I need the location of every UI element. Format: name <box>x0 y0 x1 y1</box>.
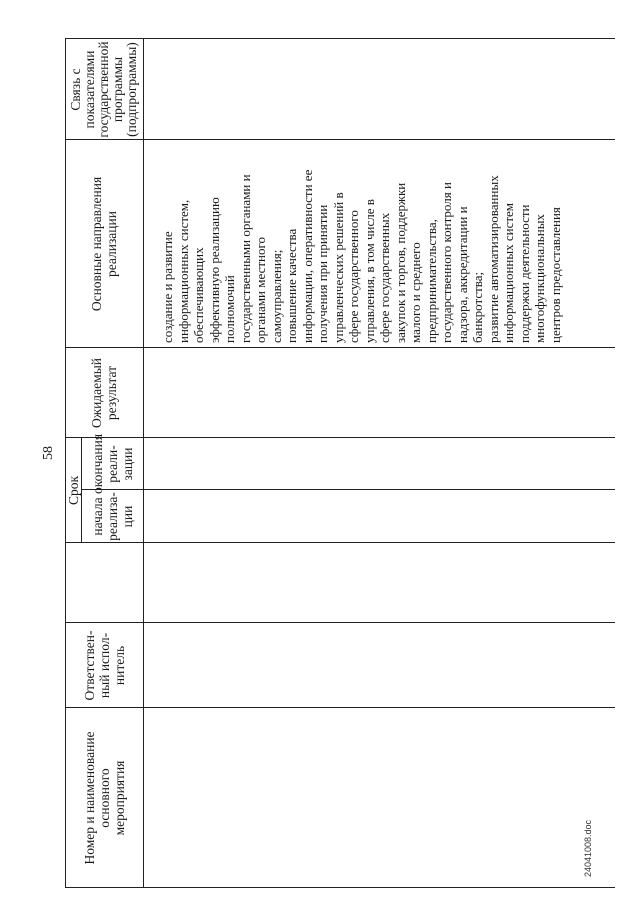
directions-line: повышение качества <box>284 228 299 343</box>
directions-line: управленческих решений в <box>330 192 346 343</box>
directions-line: управления, в том числе в <box>361 199 377 343</box>
directions-line: обеспечивающих <box>191 247 206 343</box>
col-border-1 <box>65 707 615 708</box>
directions-line: информационных систем, <box>175 199 191 343</box>
document-file-code: 24041008.doc <box>583 819 593 877</box>
directions-line: развитие автоматизированных <box>485 175 501 343</box>
directions-line: полномочий <box>222 275 237 343</box>
directions-line: государственными органами и <box>237 174 253 343</box>
header-term-end: окончания реали- зации <box>89 433 135 495</box>
directions-line: поддержки деятельности <box>516 204 532 343</box>
directions-line: создание и развитие <box>160 231 175 343</box>
header-executor: Ответствен- ный испол- нитель <box>81 630 127 701</box>
rotated-page <box>41 38 615 888</box>
directions-line: информационных систем <box>501 202 516 343</box>
page-number: 58 <box>41 446 56 460</box>
col-border-8 <box>65 38 615 39</box>
directions-line: получения при принятии <box>315 204 330 343</box>
directions-line: предпринимательства, <box>423 219 439 343</box>
col-border-6 <box>65 347 615 348</box>
directions-line: закупок и торгов, поддержки <box>392 182 408 343</box>
header-result: Ожидаемый результат <box>89 358 119 428</box>
header-directions: Основные направления реализации <box>89 176 119 312</box>
directions-line: государственного контроля и <box>439 182 454 343</box>
directions-line: многофункциональных <box>532 214 547 343</box>
directions-cell <box>160 143 563 343</box>
directions-line: надзора, аккредитации и <box>454 206 470 343</box>
header-term: Срок <box>65 475 81 506</box>
directions-line: сфере государственных <box>377 212 392 343</box>
directions-line: органами местного <box>253 237 268 343</box>
header-link: Связь с показателями государственной программы (подпрограммы) <box>68 41 139 138</box>
program-table <box>65 38 615 888</box>
directions-line: банкротства; <box>470 271 485 343</box>
col-border-0 <box>65 887 615 888</box>
col-border-2 <box>65 622 615 623</box>
directions-line: информации, оперативности ее <box>299 169 315 343</box>
directions-line: центров предоставления <box>547 207 563 343</box>
directions-line: малого и среднего <box>408 242 423 343</box>
directions-line: эффективную реализацию <box>206 197 222 343</box>
col-border-7 <box>65 139 615 140</box>
header-bottom-border <box>143 38 144 888</box>
col-border-3 <box>65 542 615 543</box>
col-border-4 <box>81 489 615 490</box>
directions-line: сфере государственного <box>346 210 361 343</box>
directions-line: самоуправления; <box>268 249 284 343</box>
col-border-5 <box>65 437 615 438</box>
header-term-start: начала реализа- ции <box>89 492 135 541</box>
header-measure: Номер и наименование основного мероприятия <box>81 731 127 865</box>
